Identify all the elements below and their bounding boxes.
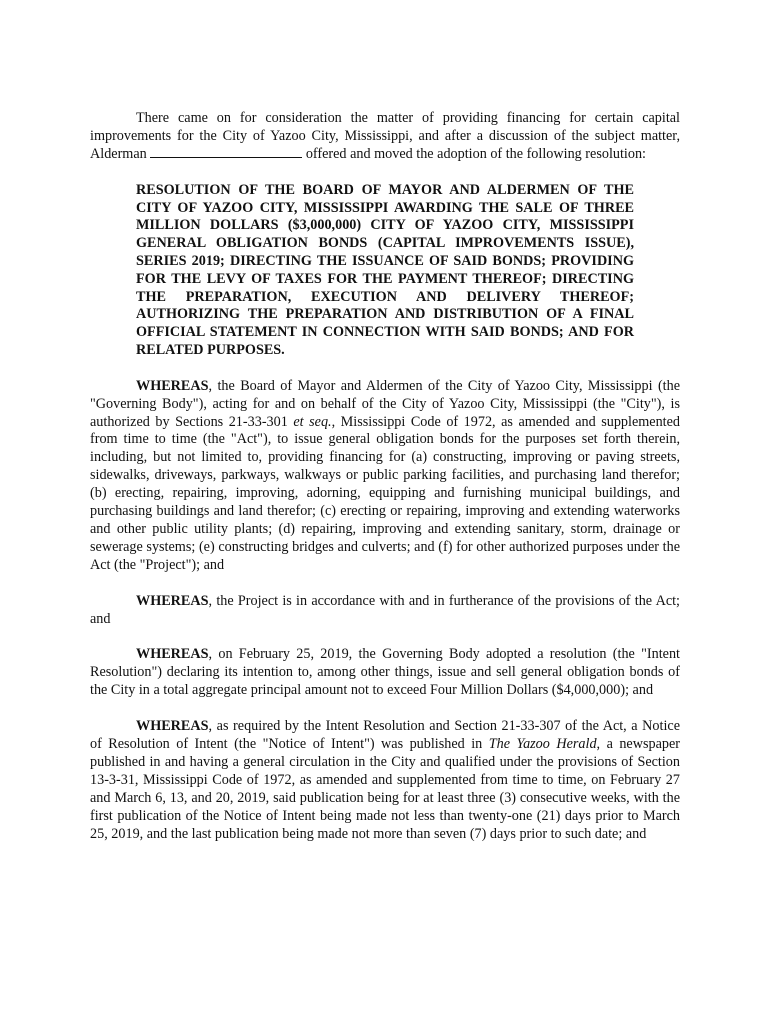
intro-paragraph bbox=[90, 110, 680, 164]
intro-text-start: There came on for consideration the matter of providing financing for certain capital improvements for the City of Yazoo City, Mississippi, and after a discussion of the subject matter, Alderman bbox=[90, 110, 680, 162]
whereas-keyword: WHEREAS bbox=[136, 646, 209, 663]
whereas-1-italic: et seq. bbox=[293, 413, 332, 430]
whereas-1-text-a: , the Board of Mayor and Aldermen of the City of Yazoo City, Mississippi (the "Governing Body"), acting for and on behalf of the City of Yazoo City, Mississippi (the "City"), is authorized by Sections 21-33-301 bbox=[90, 377, 680, 430]
whereas-3-text: , on February 25, 2019, the Governing Body adopted a resolution (the "Intent Resolution") declaring its intention to, among other things, issue and sell general obligation bonds of the City in a total aggregate principal amount not to exceed Four Million Dollars ($4,000,000); and bbox=[90, 646, 680, 699]
resolution-title: RESOLUTION OF THE BOARD OF MAYOR AND ALDERMEN OF THE CITY OF YAZOO CITY, MISSISSIPPI AWARDING THE SALE OF THREE MILLION DOLLARS ($3,000,000) CITY OF YAZOO CITY, MISSISSIPPI GENERAL OBLIGATION BONDS (CAPITAL IMPROVEMENTS ISSUE), SERIES 2019; DIRECTING THE ISSUANCE OF SAID BONDS; PROVIDING FOR THE LEVY OF TAXES FOR THE PAYMENT THEREOF; DIRECTING THE PREPARATION, EXECUTION AND DELIVERY THEREOF; AUTHORIZING THE PREPARATION AND DISTRIBUTION OF A FINAL OFFICIAL STATEMENT IN CONNECTION WITH SAID BONDS; AND FOR RELATED PURPOSES. bbox=[136, 181, 634, 358]
whereas-paragraph-3 bbox=[90, 646, 680, 700]
whereas-keyword: WHEREAS bbox=[136, 592, 209, 609]
whereas-1-text-b: , Mississippi Code of 1972, as amended and supplemented from time to time (the "Act"), to issue general obligation bonds for the purposes set forth therein, including, but not limited to, providing financing for (a) constructing, improving or paving streets, sidewalks, driveways, parkways, walkways or public parking facilities, and purchasing land therefor; (b) erecting, repairing, improving, adorning, equipping and furnishing municipal buildings, and purchasing buildings and land therefor; (c) erecting or repairing, improving and extending waterworks and other public utility plants; (d) repairing, improving and extending sanitary, storm, drainage or sewerage systems; (e) constructing bridges and culverts; and (f) for other authorized purposes under the Act (the "Project"); and bbox=[90, 413, 681, 573]
whereas-paragraph-2 bbox=[90, 593, 680, 629]
whereas-keyword: WHEREAS bbox=[136, 377, 209, 394]
whereas-4-text-b: , a newspaper published in and having a general circulation in the City and qualified under the provisions of Section 13-3-31, Mississippi Code of 1972, as amended and supplemented from time to time, on February 27 and March 6, 13, and 20, 2019, said publication being for at least three (3) consecutive weeks, with the first publication of the Notice of Intent being made not less than twenty-one (21) days prior to March 25, 2019, and the last publication being made not more than seven (7) days prior to such date; and bbox=[90, 736, 680, 842]
intro-text-end: offered and moved the adoption of the following resolution: bbox=[302, 145, 646, 162]
document-page bbox=[90, 110, 680, 844]
newspaper-name: The Yazoo Herald bbox=[488, 736, 597, 753]
whereas-4-text-a: , as required by the Intent Resolution and Section 21-33-307 of the Act, a Notice of Resolution of Intent (the "Notice of Intent") was published in bbox=[90, 718, 680, 753]
alderman-name-blank bbox=[150, 146, 302, 158]
whereas-paragraph-1 bbox=[90, 378, 680, 575]
whereas-keyword: WHEREAS bbox=[136, 718, 209, 735]
whereas-paragraph-4 bbox=[90, 718, 680, 843]
whereas-2-text: , the Project is in accordance with and in furtherance of the provisions of the Act; and bbox=[90, 592, 680, 627]
